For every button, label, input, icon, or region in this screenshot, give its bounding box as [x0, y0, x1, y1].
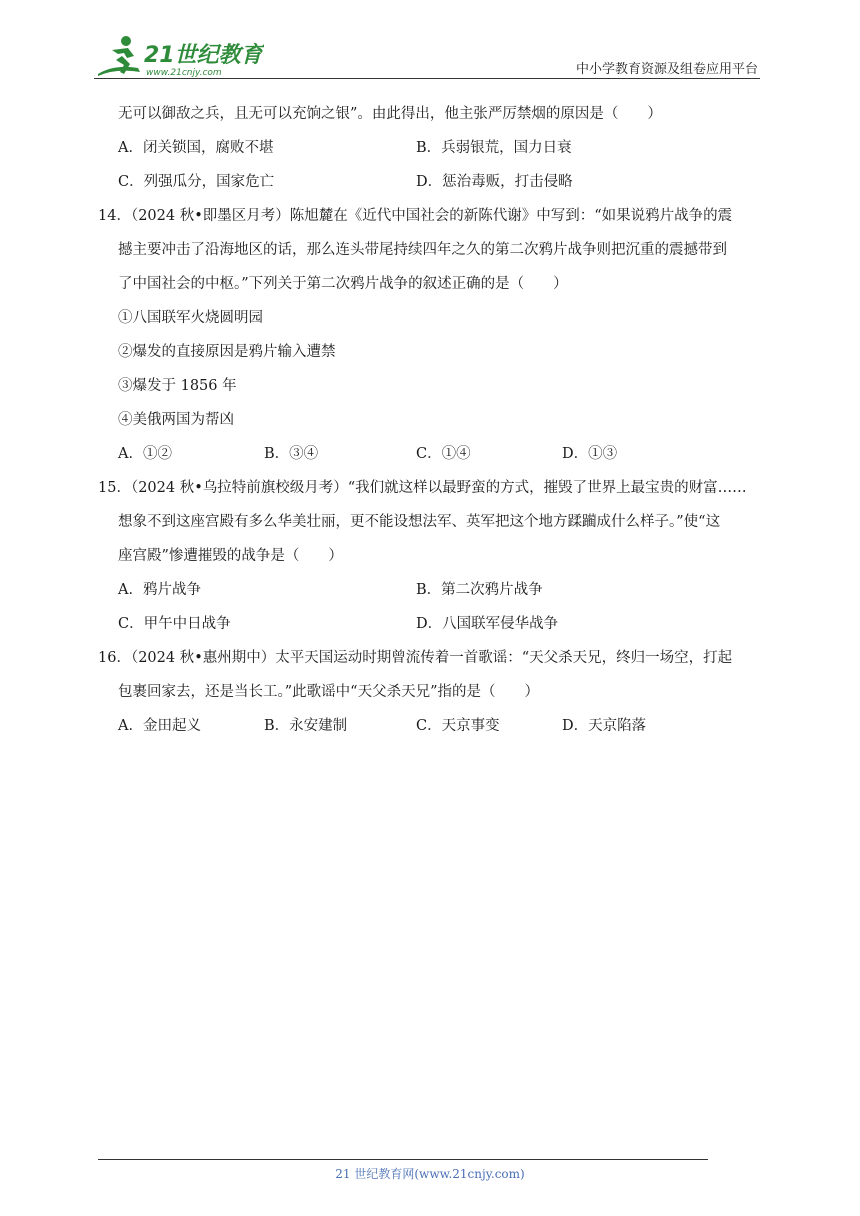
q16-option-c[interactable]: C．天京事变: [416, 718, 500, 734]
runner-icon: [98, 36, 140, 76]
platform-name: 中小学教育资源及组卷应用平台: [575, 62, 758, 77]
q15-option-b[interactable]: B．第二次鸦片战争: [416, 582, 543, 598]
q16-stem-line-2: 包裹回家去，还是当长工。”此歌谣中“天父杀天兄”指的是（ ）: [118, 684, 539, 700]
q14-stem-line-2: 撼主要冲击了沿海地区的话，那么连头带尾持续四年之久的第二次鸦片战争则把沉重的震撼带到: [118, 242, 727, 258]
q14-stem-line-3: 了中国社会的中枢。”下列关于第二次鸦片战争的叙述正确的是（ ）: [118, 276, 568, 292]
q16-option-d[interactable]: D．天京陷落: [562, 718, 647, 734]
q15-option-a[interactable]: A．鸦片战争: [118, 582, 201, 598]
q16-option-a[interactable]: A．金田起义: [118, 718, 201, 734]
q13-option-d[interactable]: D．惩治毒贩，打击侵略: [416, 174, 573, 190]
header-divider: [94, 78, 760, 79]
logo-url: www.21cnjy.com: [146, 68, 222, 78]
q14-item-1: ①八国联军火烧圆明园: [118, 310, 263, 326]
q15-stem-line-3: 座宫殿”惨遭摧毁的战争是（ ）: [118, 548, 343, 564]
footer-divider: [98, 1159, 708, 1160]
q15-option-c[interactable]: C．甲午中日战争: [118, 616, 231, 632]
q16-stem-line-1: 16．（2024 秋•惠州期中）太平天国运动时期曾流传着一首歌谣：“天父杀天兄，终归一场空，打起: [98, 650, 733, 666]
q13-continuation: 无可以御敌之兵，且无可以充饷之银”。由此得出，他主张严厉禁烟的原因是（ ）: [118, 106, 662, 122]
q14-option-d[interactable]: D．①③: [562, 446, 618, 462]
q14-option-c[interactable]: C．①④: [416, 446, 471, 462]
q13-option-c[interactable]: C．列强瓜分，国家危亡: [118, 174, 275, 190]
logo-text: 21世纪教育: [144, 43, 263, 68]
footer-link[interactable]: 21 世纪教育网(www.21cnjy.com): [335, 1167, 525, 1181]
q14-item-3: ③爆发于 1856 年: [118, 378, 237, 394]
q15-stem-line-2: 想象不到这座宫殿有多么华美壮丽，更不能设想法军、英军把这个地方蹂躏成什么样子。”使“这: [118, 514, 721, 530]
page-header: [94, 34, 760, 80]
q14-option-a[interactable]: A．①②: [118, 446, 172, 462]
q14-option-b[interactable]: B．③④: [264, 446, 319, 462]
q14-item-2: ②爆发的直接原因是鸦片输入遭禁: [118, 344, 336, 360]
q15-option-d[interactable]: D．八国联军侵华战争: [416, 616, 559, 632]
q14-item-4: ④美俄两国为帮凶: [118, 412, 234, 428]
q13-option-a[interactable]: A．闭关锁国，腐败不堪: [118, 140, 274, 156]
logo: [94, 34, 264, 78]
q13-option-b[interactable]: B．兵弱银荒，国力日衰: [416, 140, 572, 156]
q14-stem-line-1: 14．（2024 秋•即墨区月考）陈旭麓在《近代中国社会的新陈代谢》中写到：“如果说鸦片战争的震: [98, 208, 733, 224]
q16-option-b[interactable]: B．永安建制: [264, 718, 348, 734]
q15-stem-line-1: 15．（2024 秋•乌拉特前旗校级月考）“我们就这样以最野蛮的方式，摧毁了世界上最宝贵的财富……: [98, 480, 747, 496]
